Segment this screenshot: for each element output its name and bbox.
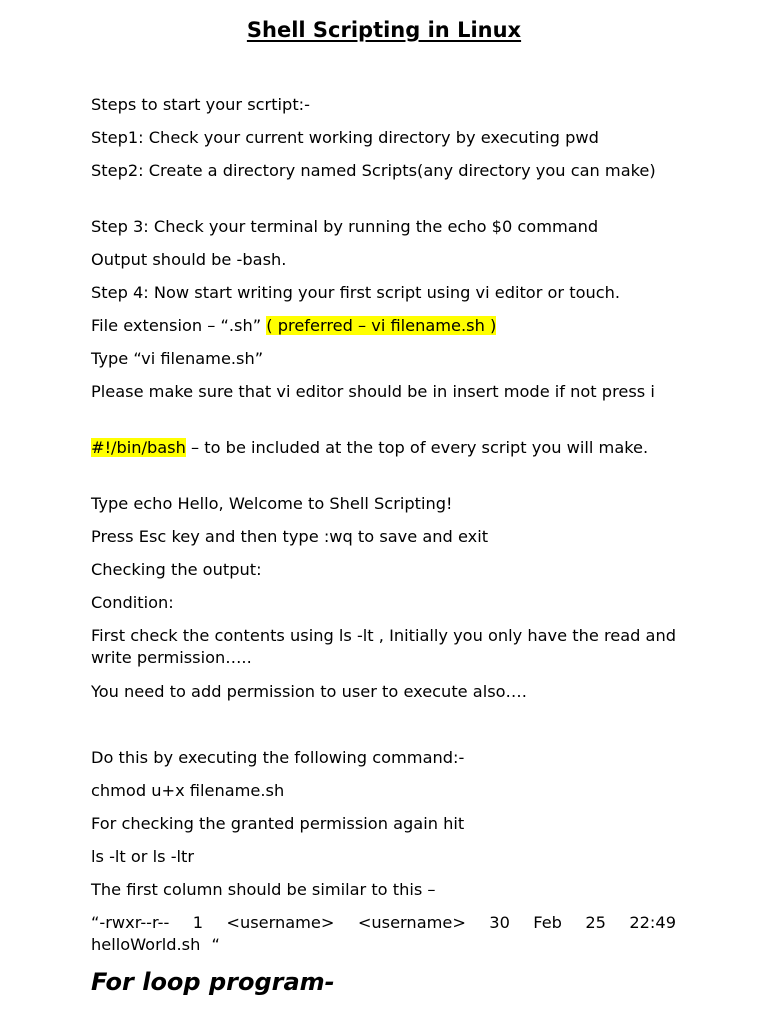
shebang-description: – to be included at the top of every script you will make. bbox=[185, 438, 649, 457]
paragraph-add-permission: You need to add permission to user to execute also…. bbox=[91, 682, 527, 701]
paragraph-first-column: The first column should be similar to this – bbox=[91, 880, 436, 899]
paragraph-output-bash: Output should be -bash. bbox=[91, 250, 287, 269]
paragraph-chmod-command: chmod u+x filename.sh bbox=[91, 781, 285, 800]
paragraph-ls-output: “-rwxr--r-- 1 <username> <username> 30 Feb 25 22:49 helloWorld.sh “ bbox=[91, 913, 676, 954]
paragraph-type-echo: Type echo Hello, Welcome to Shell Scripting! bbox=[91, 494, 453, 513]
paragraph-shebang bbox=[91, 437, 676, 459]
paragraph-step2: Step2: Create a directory named Scripts(any directory you can make) bbox=[91, 161, 656, 180]
document-title: Shell Scripting in Linux bbox=[246, 18, 522, 42]
highlight-preferred: ( preferred – vi filename.sh ) bbox=[266, 316, 497, 335]
highlight-shebang: #!/bin/bash bbox=[91, 438, 186, 457]
paragraph-do-this: Do this by executing the following command:- bbox=[91, 748, 465, 767]
paragraph-checking-output: Checking the output: bbox=[91, 560, 262, 579]
paragraph-step3: Step 3: Check your terminal by running the echo $0 command bbox=[91, 217, 599, 236]
file-extension-text: File extension – “.sh” bbox=[91, 316, 267, 335]
paragraph-checking-permission: For checking the granted permission again hit bbox=[91, 814, 465, 833]
paragraph-check-contents: First check the contents using ls -lt , Initially you only have the read and write permission….. bbox=[91, 626, 677, 667]
section-heading-for-loop: For loop program- bbox=[91, 968, 335, 996]
paragraph-file-extension bbox=[91, 315, 676, 337]
paragraph-steps-intro: Steps to start your scrtipt:- bbox=[91, 95, 310, 114]
paragraph-ls-command: ls -lt or ls -ltr bbox=[91, 847, 195, 866]
paragraph-save-exit: Press Esc key and then type :wq to save and exit bbox=[91, 527, 489, 546]
paragraph-insert-mode: Please make sure that vi editor should be in insert mode if not press i bbox=[91, 382, 655, 401]
paragraph-step4: Step 4: Now start writing your first script using vi editor or touch. bbox=[91, 283, 621, 302]
paragraph-condition: Condition: bbox=[91, 593, 174, 612]
paragraph-type-vi: Type “vi filename.sh” bbox=[91, 349, 264, 368]
paragraph-step1: Step1: Check your current working directory by executing pwd bbox=[91, 128, 599, 147]
